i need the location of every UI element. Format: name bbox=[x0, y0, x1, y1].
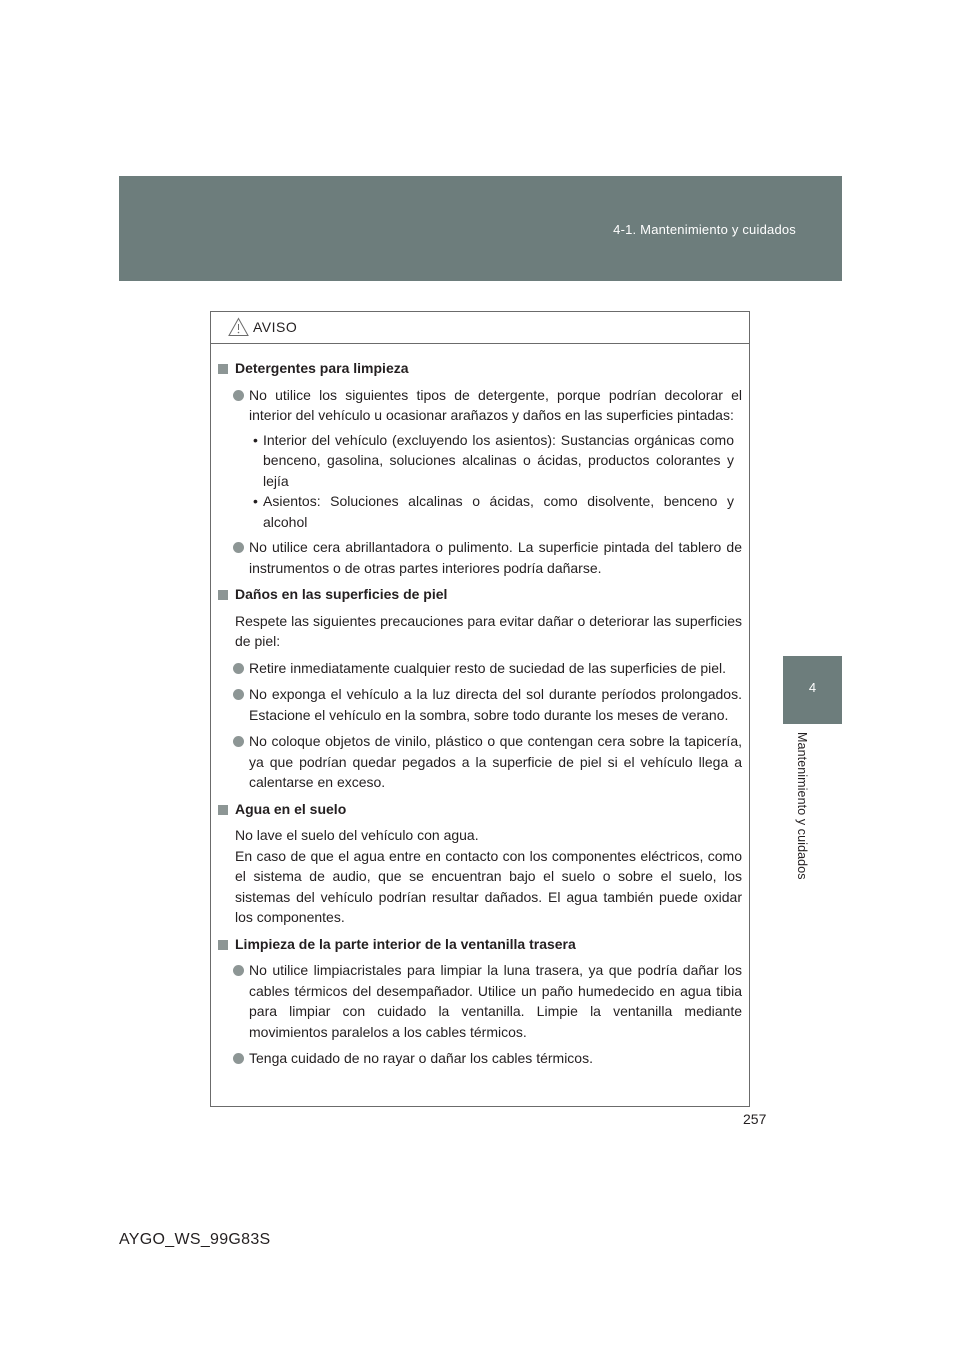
item-text: No coloque objetos de vinilo, plástico o que contengan cera sobre la tapicería, ya que podrían quedar pegados a la superficie de piel si el vehículo llega a calentarse en exceso. bbox=[249, 733, 742, 790]
section-rear-window bbox=[218, 934, 742, 1069]
warning-header bbox=[211, 312, 749, 344]
square-bullet-icon bbox=[218, 805, 228, 815]
intro-line: En caso de que el agua entre en contacto con los componentes eléctricos, como el sistema de audio, que se encuentran bajo el suelo o sobre el suelo, los sistemas del vehículo podrían resultar dañados. El agua también puede oxidar los componentes. bbox=[235, 847, 742, 925]
heading-text: Agua en el suelo bbox=[235, 800, 347, 817]
warning-box bbox=[210, 311, 750, 1107]
section-floor-water bbox=[218, 799, 742, 928]
heading-text: Daños en las superficies de piel bbox=[235, 586, 448, 602]
document-code: AYGO_WS_99G83S bbox=[119, 1231, 271, 1248]
intro-line: No lave el suelo del vehículo con agua. bbox=[235, 827, 479, 843]
circle-bullet-icon bbox=[233, 965, 244, 976]
dot-marker: • bbox=[253, 493, 258, 509]
item-text: No exponga el vehículo a la luz directa del sol durante períodos prolongados. Estacione el vehículo en la sombra, sobre todo durante los meses de verano. bbox=[249, 686, 742, 723]
section-intro: Respete las siguientes precauciones para evitar dañar o deteriorar las superficies de piel: bbox=[235, 612, 742, 649]
section-intro bbox=[218, 825, 742, 928]
page-number: 257 bbox=[743, 1111, 767, 1127]
section-title: 4-1. Mantenimiento y cuidados bbox=[613, 222, 796, 237]
sub-list-item bbox=[218, 491, 742, 532]
list-item bbox=[218, 658, 742, 679]
warning-triangle-icon bbox=[228, 317, 249, 337]
warning-content bbox=[211, 344, 749, 1069]
section-heading bbox=[218, 584, 742, 605]
list-item bbox=[218, 684, 742, 725]
sub-item-text: Asientos: Soluciones alcalinas o ácidas, como disolvente, benceno y alcohol bbox=[263, 493, 734, 530]
item-text: No utilice cera abrillantadora o pulimento. La superficie pintada del tablero de instrumentos o de otras partes interiores podría dañarse. bbox=[249, 539, 742, 576]
item-text: Tenga cuidado de no rayar o dañar los cables térmicos. bbox=[249, 1050, 593, 1066]
section-leather bbox=[218, 584, 742, 793]
chapter-number: 4 bbox=[808, 680, 817, 695]
circle-bullet-icon bbox=[233, 663, 244, 674]
circle-bullet-icon bbox=[233, 1053, 244, 1064]
list-item bbox=[218, 385, 742, 426]
section-heading bbox=[218, 799, 742, 820]
sub-list-item bbox=[218, 430, 742, 492]
circle-bullet-icon bbox=[233, 542, 244, 553]
item-text: Retire inmediatamente cualquier resto de suciedad de las superficies de piel. bbox=[249, 659, 727, 676]
square-bullet-icon bbox=[218, 940, 228, 950]
warning-title: AVISO bbox=[253, 319, 298, 335]
heading-text: Detergentes para limpieza bbox=[235, 360, 409, 376]
chapter-tab bbox=[783, 656, 842, 724]
section-detergents bbox=[218, 358, 742, 578]
list-item bbox=[218, 537, 742, 578]
circle-bullet-icon bbox=[233, 689, 244, 700]
list-item bbox=[218, 960, 742, 1042]
circle-bullet-icon bbox=[233, 736, 244, 747]
dot-marker: • bbox=[253, 431, 258, 448]
sub-list bbox=[218, 430, 742, 533]
item-text: No utilice limpiacristales para limpiar la luna trasera, ya que podría dañar los cables térmicos del desempañador. Utilice un paño humedecido en agua tibia para limpiar con cuidado la ventanilla. Limpie la ventanilla mediante movimientos paralelos a los cables térmicos. bbox=[249, 962, 742, 1040]
section-heading bbox=[218, 934, 742, 955]
list-item bbox=[218, 1048, 742, 1069]
section-heading bbox=[218, 358, 742, 379]
square-bullet-icon bbox=[218, 590, 228, 600]
sub-item-text: Interior del vehículo (excluyendo los asientos): Sustancias orgánicas como benceno, gasolina, soluciones alcalinas o ácidas, productos colorantes y lejía bbox=[263, 431, 734, 489]
item-text: No utilice los siguientes tipos de detergente, porque podrían decolorar el interior del vehículo u ocasionar arañazos y daños en las superficies pintadas: bbox=[249, 386, 742, 423]
chapter-label: Mantenimiento y cuidados bbox=[795, 732, 809, 880]
heading-text: Limpieza de la parte interior de la ventanilla trasera bbox=[235, 935, 576, 952]
list-item bbox=[218, 731, 742, 793]
header-band bbox=[119, 176, 842, 281]
square-bullet-icon bbox=[218, 364, 228, 374]
circle-bullet-icon bbox=[233, 390, 244, 401]
